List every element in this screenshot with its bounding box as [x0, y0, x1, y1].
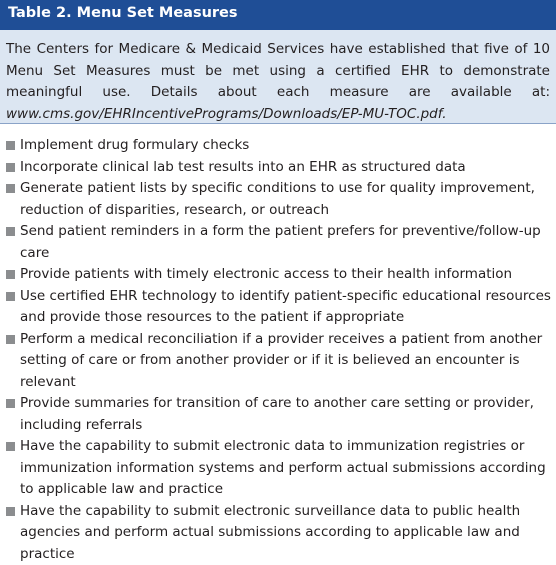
measure-text: Incorporate clinical lab test results into an EHR as structured data — [20, 159, 466, 175]
square-bullet-icon — [6, 270, 15, 279]
intro-text: The Centers for Medicare & Medicaid Services have established that five of 10 Menu Set Measures must be met using a certified EHR to demonstrate meaningful use. Details about each measure are available at: — [6, 41, 550, 100]
measure-text: Provide patients with timely electronic access to their health information — [20, 266, 512, 282]
table-title: Table 2. Menu Set Measures — [0, 0, 556, 30]
list-item — [4, 329, 552, 394]
square-bullet-icon — [6, 507, 15, 516]
square-bullet-icon — [6, 335, 15, 344]
square-bullet-icon — [6, 141, 15, 150]
measures-list — [0, 124, 556, 565]
square-bullet-icon — [6, 292, 15, 301]
list-item — [4, 135, 552, 157]
intro-paragraph — [0, 30, 556, 124]
cms-url-link[interactable]: www.cms.gov/EHRIncentivePrograms/Downloads/EP-MU-TOC.pdf. — [6, 106, 447, 122]
square-bullet-icon — [6, 184, 15, 193]
list-item — [4, 393, 552, 436]
list-item — [4, 501, 552, 565]
measure-text: Use certified EHR technology to identify patient-specific educational resources and provide those resources to the patient if appropriate — [20, 288, 551, 326]
measure-text: Implement drug formulary checks — [20, 137, 249, 153]
list-item — [4, 264, 552, 286]
square-bullet-icon — [6, 163, 15, 172]
measure-text: Send patient reminders in a form the patient prefers for preventive/follow-up care — [20, 223, 541, 261]
list-item — [4, 221, 552, 264]
list-item — [4, 286, 552, 329]
measure-text: Generate patient lists by specific conditions to use for quality improvement, reduction of disparities, research, or outreach — [20, 180, 535, 218]
list-item — [4, 157, 552, 179]
square-bullet-icon — [6, 442, 15, 451]
square-bullet-icon — [6, 227, 15, 236]
measure-text: Provide summaries for transition of care to another care setting or provider, including referrals — [20, 395, 534, 433]
list-item — [4, 178, 552, 221]
measure-text: Have the capability to submit electronic data to immunization registries or immunization information systems and perform actual submissions according to applicable law and practice — [20, 438, 546, 497]
square-bullet-icon — [6, 399, 15, 408]
measure-text: Perform a medical reconciliation if a provider receives a patient from another setting of care or from another provider or if it is believed an encounter is relevant — [20, 331, 542, 390]
measure-text: Have the capability to submit electronic surveillance data to public health agencies and perform actual submissions according to applicable law and practice — [20, 503, 520, 562]
list-item — [4, 436, 552, 501]
